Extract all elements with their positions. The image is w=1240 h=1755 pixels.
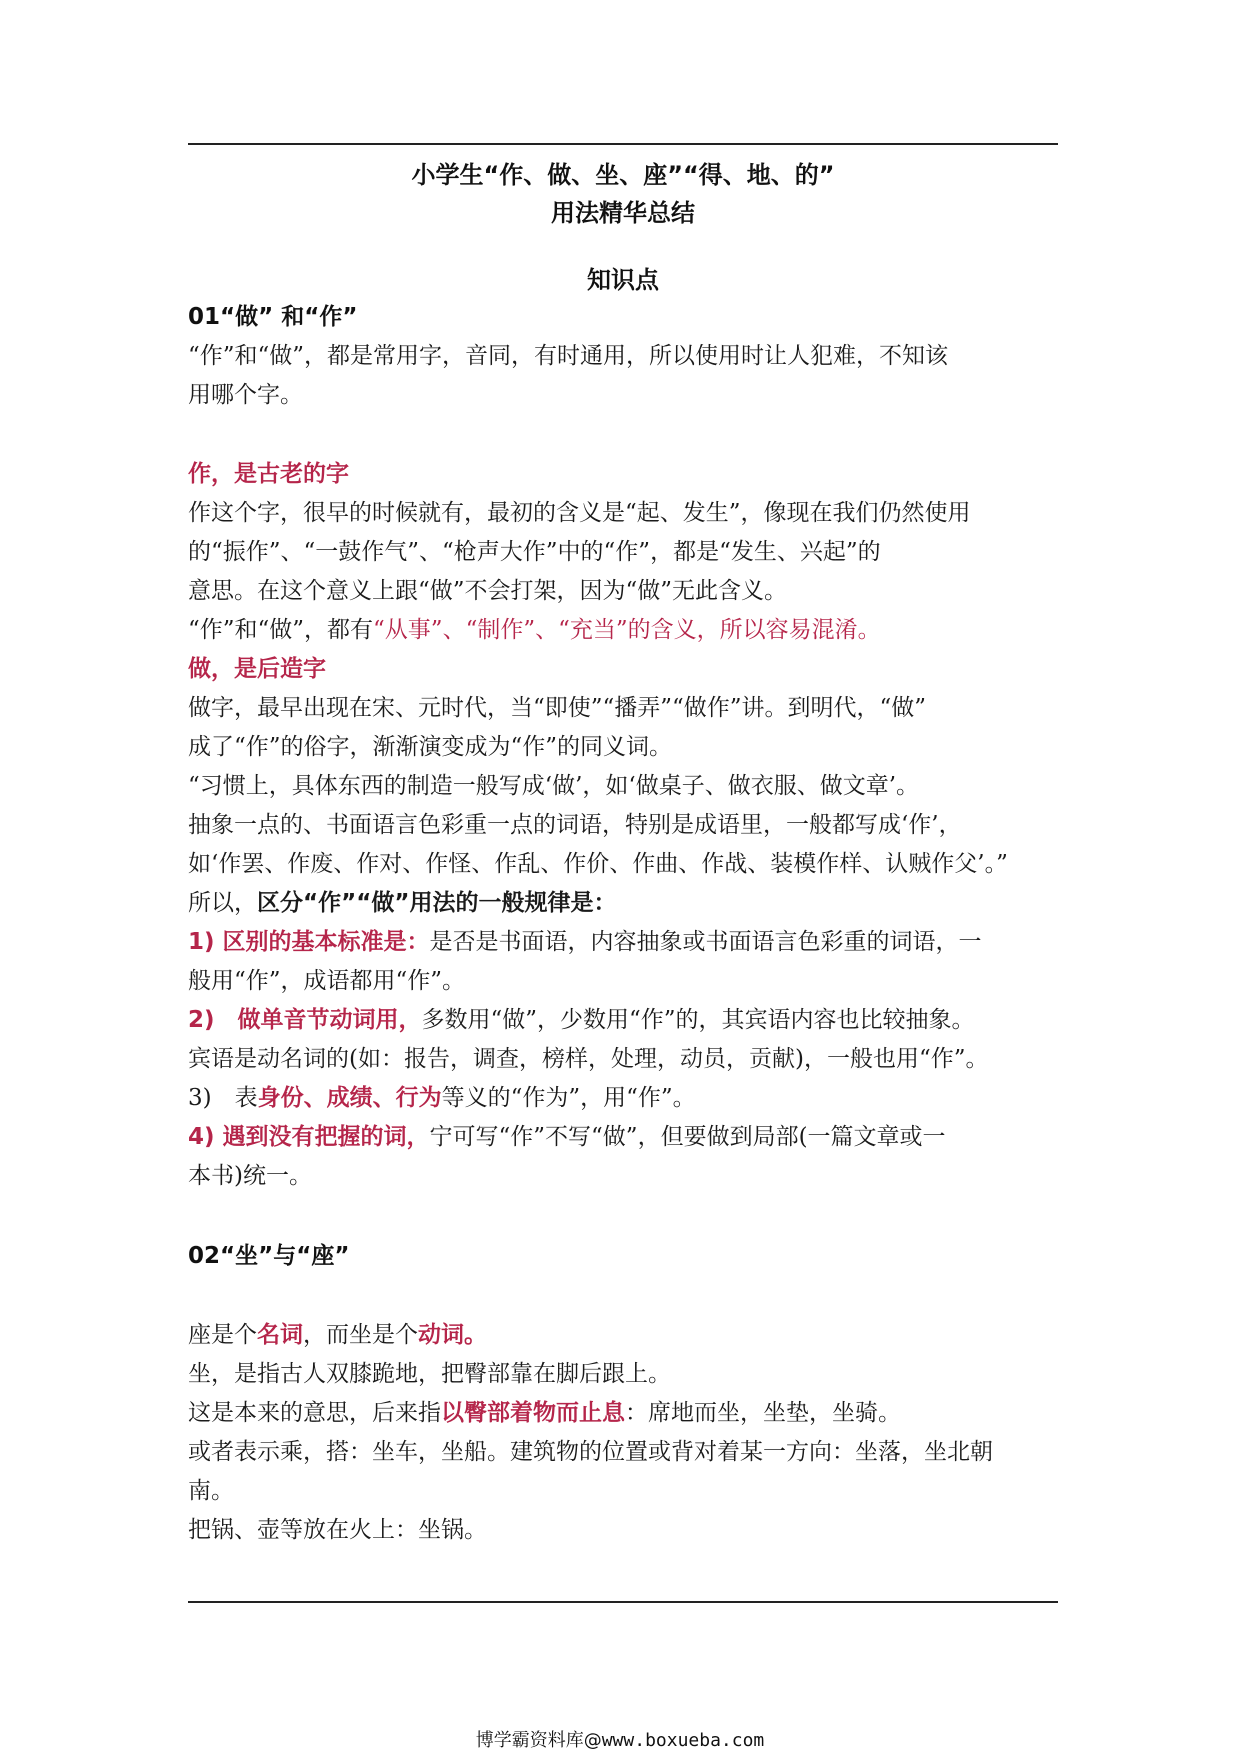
s2-line: 把锅、壶等放在火上：坐锅。 (188, 1517, 487, 1543)
rule-4 (188, 1118, 946, 1151)
s2-highlight: 以臀部着物而止息 (441, 1400, 625, 1426)
section-heading: 知识点 (587, 266, 659, 294)
rule-3-text: 等义的“作为”，用“作”。 (441, 1085, 696, 1111)
bottom-rule (188, 1601, 1058, 1603)
s2-line: 或者表示乘，搭：坐车，坐船。建筑物的位置或背对着某一方向：坐落，坐北朝 (188, 1439, 993, 1465)
s2-text: ，而坐是个 (303, 1322, 418, 1348)
zuo-line: 的“振作”、“一鼓作气”、“枪声大作”中的“作”，都是“发生、兴起”的 (188, 539, 881, 565)
zuo2-line: 做字，最早出现在宋、元时代，当“即使”“播弄”“做作”讲。到明代，“做” (188, 695, 927, 721)
s2-text: 这是本来的意思，后来指 (188, 1400, 441, 1426)
zuo2-heading: 做，是后造字 (188, 656, 326, 682)
rule-2-cont: 宾语是动名词的(如：报告，调查，榜样，处理，动员，贡献)，一般也用“作”。 (188, 1046, 989, 1072)
rule-3-highlight: 身份、成绩、行为 (257, 1085, 442, 1111)
s2-text: ：席地而坐，坐垫，坐骑。 (625, 1400, 901, 1426)
zuo-line: 意思。在这个意义上跟“做”不会打架，因为“做”无此含义。 (188, 578, 788, 604)
quote-line: 抽象一点的、书面语言色彩重一点的词语，特别是成语里，一般都写成‘作’， (188, 812, 962, 838)
s2-line (188, 1394, 901, 1427)
zuo-line: 作这个字，很早的时候就有，最初的含义是“起、发生”，像现在我们仍然使用 (188, 500, 971, 526)
rule-2 (188, 1001, 975, 1034)
rule-intro-bold: 区分“作”“做”用法的一般规律是： (257, 890, 617, 916)
s2-noun: 名词 (257, 1322, 303, 1348)
s2-text: 座是个 (188, 1322, 257, 1348)
rule-intro-line (188, 884, 616, 917)
rule-1-cont: 般用“作”，成语都用“作”。 (188, 968, 466, 994)
rule-1-label: 1) 区别的基本标准是： (188, 929, 430, 955)
s2-line: 坐，是指古人双膝跪地，把臀部靠在脚后跟上。 (188, 1361, 671, 1387)
s1-heading: 01“做” 和“作” (188, 304, 358, 330)
both-highlight: “从事”、“制作”、“充当”的含义，所以容易混淆。 (373, 617, 881, 643)
top-rule (188, 143, 1058, 145)
quote-line: “习惯上，具体东西的制造一般写成‘做’，如‘做桌子、做衣服、做文章’。 (188, 773, 920, 799)
rule-3-prefix: 3) 表 (188, 1085, 258, 1111)
quote-line: 如‘作罢、作废、作对、作怪、作乱、作价、作曲、作战、装模作样、认贼作父’。” (188, 851, 1008, 877)
zuo2-line: 成了“作”的俗字，渐渐演变成为“作”的同义词。 (188, 734, 673, 760)
s2-line (188, 1316, 487, 1349)
doc-title-line2: 用法精华总结 (551, 199, 695, 227)
rule-3 (188, 1079, 696, 1112)
rule-2-label: 2) 做单音节动词用， (188, 1007, 422, 1033)
s2-heading: 02“坐”与“座” (188, 1243, 350, 1269)
footer-site: 博学霸资料库@ (475, 1730, 602, 1751)
s1-intro-line: 用哪个字。 (188, 382, 303, 408)
zuo-heading: 作，是古老的字 (188, 461, 349, 487)
rule-1-text: 是否是书面语，内容抽象或书面语言色彩重的词语，一 (429, 929, 982, 955)
rule-4-text: 宁可写“作”不写“做”，但要做到局部(一篇文章或一 (429, 1124, 946, 1150)
rule-1 (188, 923, 982, 956)
both-line (188, 611, 881, 644)
rule-4-label: 4) 遇到没有把握的词， (188, 1124, 430, 1150)
rule-intro-text: 所以， (188, 890, 257, 916)
s1-intro-line: “作”和“做”，都是常用字，音同，有时通用，所以使用时让人犯难，不知该 (188, 343, 949, 369)
footer (0, 1726, 1240, 1752)
doc-title-line1: 小学生“作、做、坐、座”“得、地、的” (411, 161, 835, 189)
footer-url[interactable]: www.boxueba.com (601, 1730, 765, 1751)
s2-line: 南。 (188, 1478, 234, 1504)
rule-2-text: 多数用“做”，少数用“作”的，其宾语内容也比较抽象。 (421, 1007, 975, 1033)
rule-4-cont: 本书)统一。 (188, 1163, 312, 1189)
both-text: “作”和“做”，都有 (188, 617, 374, 643)
s2-verb: 动词。 (418, 1322, 487, 1348)
